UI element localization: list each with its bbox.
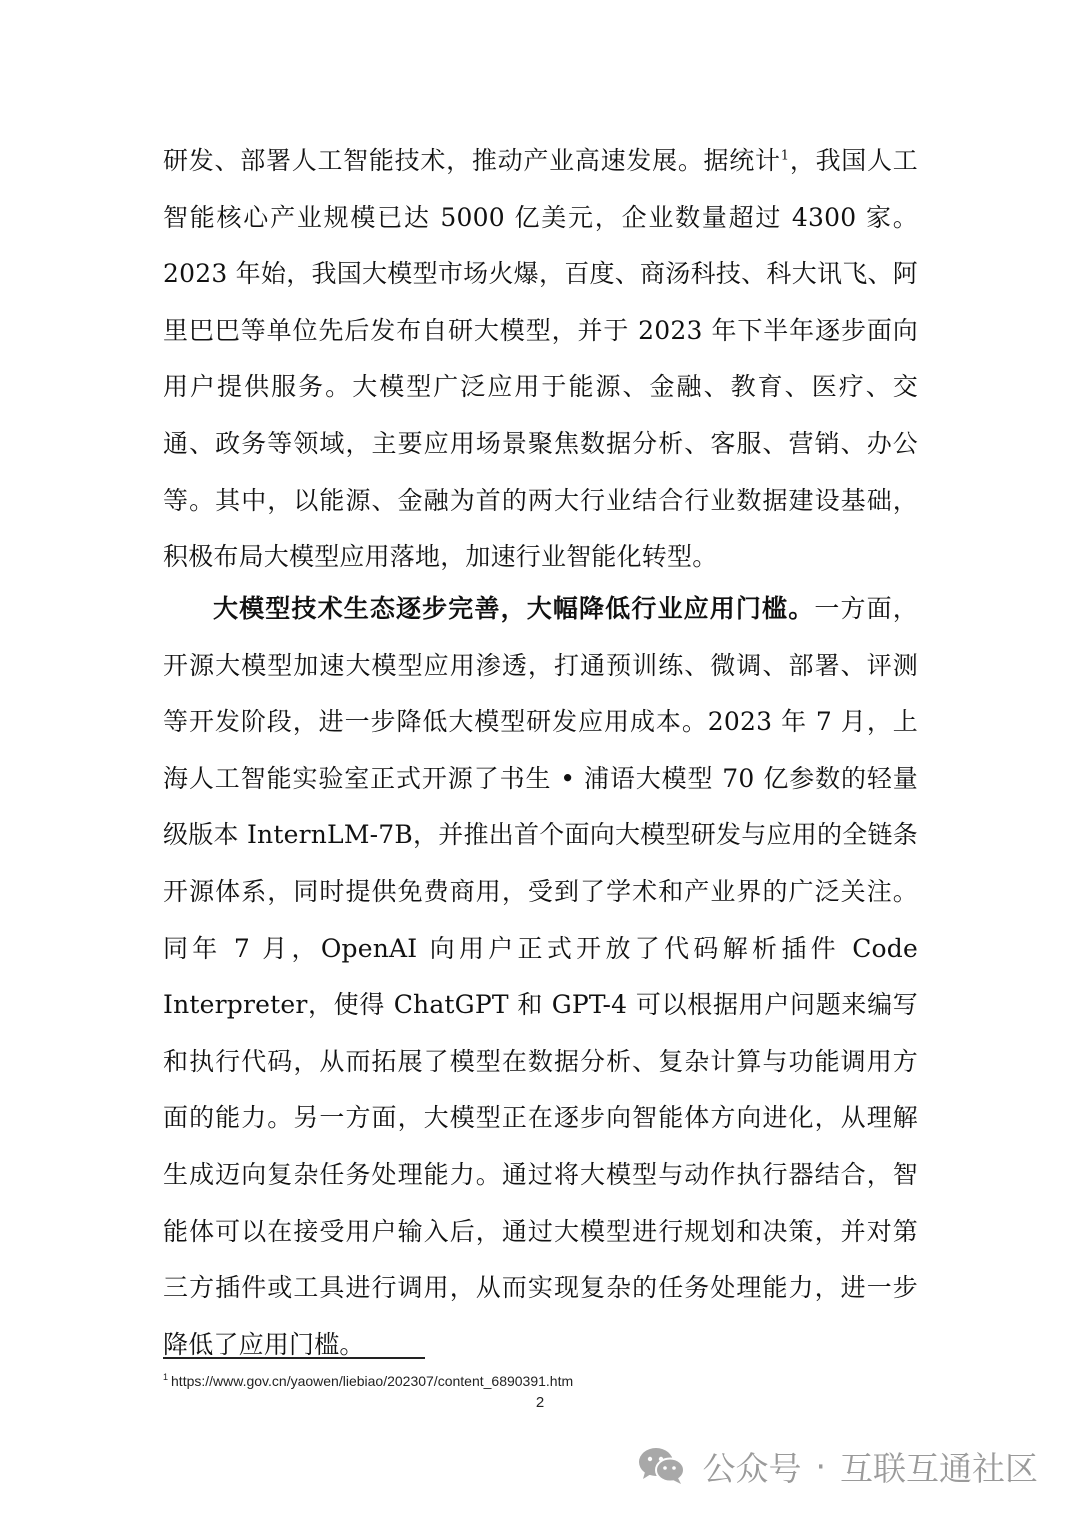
paragraph-1	[163, 133, 918, 586]
footnote-link[interactable]: https://www.gov.cn/yaowen/liebiao/202307/content_6890391.htm	[171, 1373, 574, 1389]
paragraph-1-text-rest: ，我国人工智能核心产业规模已达 5000 亿美元，企业数量超过 4300 家。2023 年始，我国大模型市场火爆，百度、商汤科技、科大讯飞、阿里巴巴等单位先后发布自研大模型，并于 2023 年下半年逐步面向用户提供服务。大模型广泛应用于能源、金融、教育、医疗、交通、政务等领域，主要应用场景聚焦数据分析、客服、营销、办公等。其中，以能源、金融为首的两大行业结合行业数据建设基础，积极布局大模型应用落地，加速行业智能化转型。	[163, 146, 918, 572]
footnote-number: 1	[163, 1372, 169, 1383]
paragraph-2-lead-heading: 大模型技术生态逐步完善，大幅降低行业应用门槛。	[213, 594, 815, 623]
footnote-reference[interactable]: 1	[780, 148, 790, 164]
wechat-icon	[637, 1446, 687, 1486]
watermark-label: 公众号	[702, 1448, 802, 1488]
footnote	[163, 1371, 573, 1391]
paragraph-2	[163, 581, 918, 1373]
page-number: 2	[535, 1394, 545, 1411]
wechat-watermark	[637, 1446, 1039, 1486]
paragraph-2-body: 一方面，开源大模型加速大模型应用渗透，打通预训练、微调、部署、评测等开发阶段，进一步降低大模型研发应用成本。2023 年 7 月，上海人工智能实验室正式开源了书生 • 浦语大模型 70 亿参数的轻量级版本 InternLM-7B，并推出首个面向大模型研发与应用的全链条开源体系，同时提供免费商用，受到了学术和产业界的广泛关注。同年 7 月，OpenAI 向用户正式开放了代码解析插件 Code Interpreter，使得 ChatGPT 和 GPT-4 可以根据用户问题来编写和执行代码，从而拓展了模型在数据分析、复杂计算与功能调用方面的能力。另一方面，大模型正在逐步向智能体方向进化，从理解生成迈向复杂任务处理能力。通过将大模型与动作执行器结合，智能体可以在接受用户输入后，通过大模型进行规划和决策，并对第三方插件或工具进行调用，从而实现复杂的任务处理能力，进一步降低了应用门槛。	[163, 594, 918, 1359]
footnote-divider	[163, 1357, 425, 1359]
watermark-separator: ·	[815, 1446, 826, 1486]
watermark-account-name: 互联互通社区	[840, 1448, 1038, 1488]
paragraph-1-text-start: 研发、部署人工智能技术，推动产业高速发展。据统计	[163, 146, 781, 175]
